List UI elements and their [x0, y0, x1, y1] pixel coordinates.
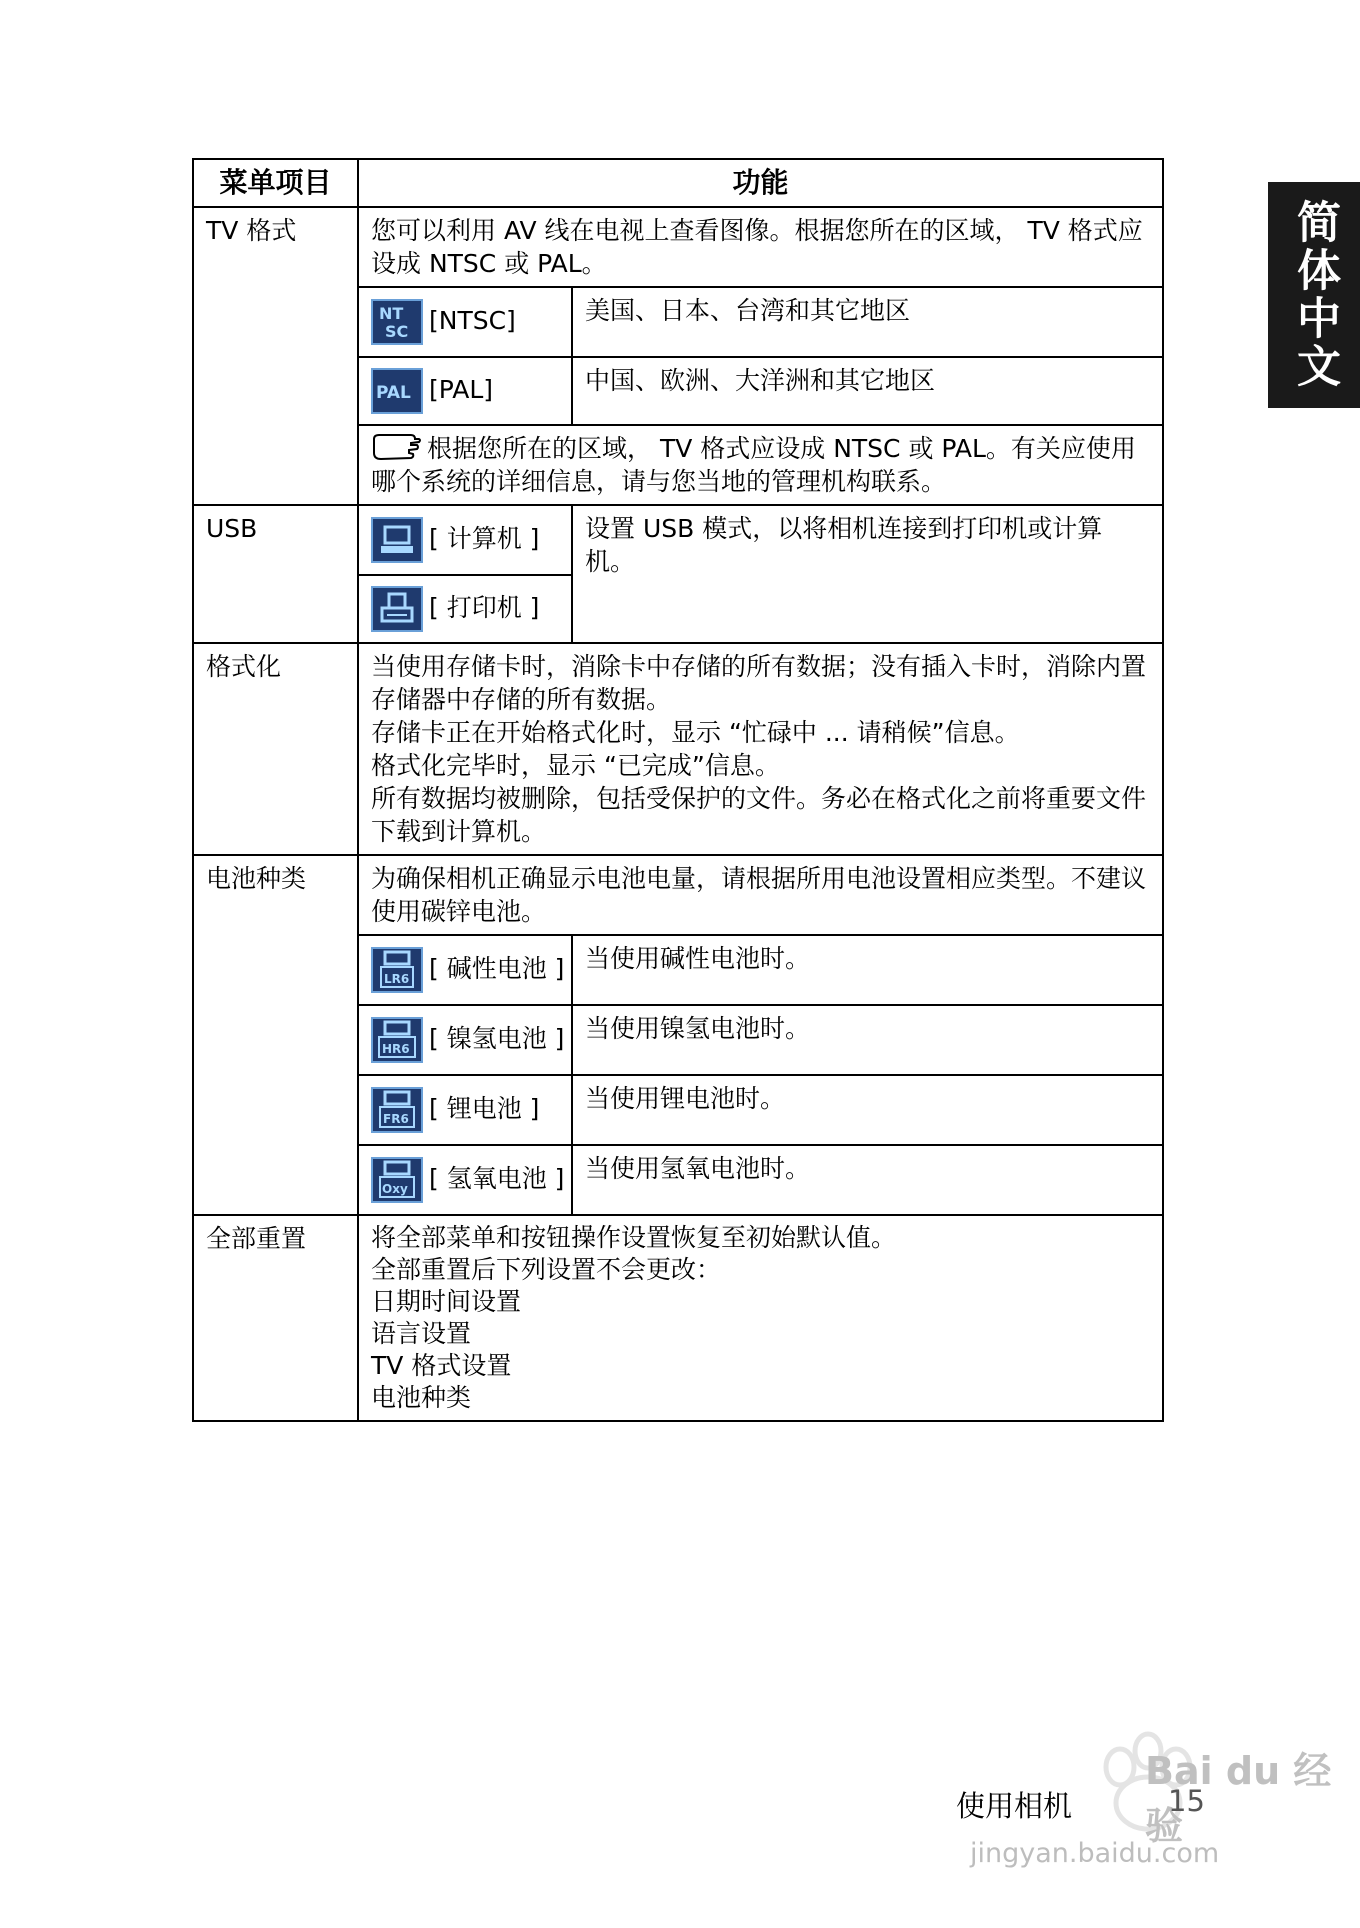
tv-option-pal	[358, 357, 572, 425]
tv-note-text: 根据您所在的区域， TV 格式应设成 NTSC 或 PAL。有关应使用哪个系统的详细信息，请与您当地的管理机构联系。	[371, 434, 1136, 496]
oxy-battery-icon	[371, 1157, 423, 1203]
usb-option-printer	[358, 575, 572, 643]
footer-section-label: 使用相机	[956, 1789, 1073, 1823]
format-line-3: 格式化完毕时，显示 “已完成”信息。	[371, 751, 780, 780]
svg-text:NT: NT	[379, 304, 404, 323]
nimh-description: 当使用镍氢电池时。	[572, 1005, 1163, 1075]
fr6-battery-icon	[371, 1087, 423, 1133]
printer-icon	[371, 586, 423, 632]
pal-icon	[371, 368, 423, 414]
table-row	[193, 855, 1163, 935]
ntsc-icon	[371, 299, 423, 345]
item-battery-type: 电池种类	[193, 855, 358, 1215]
reset-line-6: 电池种类	[371, 1383, 472, 1412]
svg-text:LR6: LR6	[384, 972, 410, 986]
table-row	[193, 207, 1163, 287]
language-side-tab	[1268, 182, 1360, 408]
format-description	[358, 643, 1163, 855]
lithium-description: 当使用锂电池时。	[572, 1075, 1163, 1145]
ntsc-label: [NTSC]	[429, 306, 516, 335]
format-line-1: 当使用存储卡时，消除卡中存储的所有数据；没有插入卡时，消除内置存储器中存储的所有数据。	[371, 652, 1147, 714]
page-number: 15	[1168, 1784, 1205, 1818]
item-reset-all: 全部重置	[193, 1215, 358, 1421]
menu-function-table	[192, 158, 1164, 1422]
table-row	[193, 505, 1163, 575]
svg-text:FR6: FR6	[383, 1112, 409, 1126]
computer-label: [ 计算机 ]	[429, 524, 540, 553]
table-row	[193, 643, 1163, 855]
header-menu-item: 菜单项目	[193, 159, 358, 207]
hr6-battery-icon	[371, 1017, 423, 1063]
battery-description: 为确保相机正确显示电池电量，请根据所用电池设置相应类型。不建议使用碳锌电池。	[358, 855, 1163, 935]
svg-text:SC: SC	[385, 322, 409, 341]
computer-icon	[371, 517, 423, 563]
watermark-brand: Bai du 经验	[1145, 1749, 1332, 1848]
reset-line-4: 语言设置	[371, 1319, 472, 1348]
item-format: 格式化	[193, 643, 358, 855]
battery-option-oxy	[358, 1145, 572, 1215]
oxy-label: [ 氢氧电池 ]	[429, 1164, 565, 1193]
pointing-hand-icon	[371, 433, 423, 461]
alkaline-description: 当使用碱性电池时。	[572, 935, 1163, 1005]
usb-option-computer	[358, 505, 572, 575]
item-tv-format: TV 格式	[193, 207, 358, 505]
format-line-2: 存储卡正在开始格式化时，显示 “忙碌中 ... 请稍候”信息。	[371, 718, 1020, 747]
alkaline-label: [ 碱性电池 ]	[429, 954, 565, 983]
lr6-battery-icon	[371, 947, 423, 993]
side-tab-label: 简体中文	[1289, 199, 1340, 391]
tv-format-note	[358, 425, 1163, 505]
watermark-url: jingyan.baidu.com	[970, 1838, 1220, 1869]
tv-format-description: 您可以利用 AV 线在电视上查看图像。根据您所在的区域， TV 格式应设成 NTSC 或 PAL。	[358, 207, 1163, 287]
oxy-description: 当使用氢氧电池时。	[572, 1145, 1163, 1215]
svg-text:Oxy: Oxy	[382, 1182, 408, 1196]
reset-line-5: TV 格式设置	[371, 1351, 512, 1380]
header-function: 功能	[358, 159, 1163, 207]
lithium-label: [ 锂电池 ]	[429, 1094, 540, 1123]
format-line-4: 所有数据均被删除，包括受保护的文件。务必在格式化之前将重要文件下载到计算机。	[371, 784, 1147, 846]
battery-option-lithium	[358, 1075, 572, 1145]
tv-option-ntsc	[358, 287, 572, 357]
reset-line-3: 日期时间设置	[371, 1287, 522, 1316]
svg-text:HR6: HR6	[382, 1042, 410, 1056]
printer-label: [ 打印机 ]	[429, 593, 540, 622]
reset-line-1: 将全部菜单和按钮操作设置恢复至初始默认值。	[371, 1223, 897, 1252]
svg-text:PAL: PAL	[376, 383, 411, 403]
battery-option-alkaline	[358, 935, 572, 1005]
item-usb: USB	[193, 505, 358, 643]
table-row	[193, 1215, 1163, 1421]
ntsc-description: 美国、日本、台湾和其它地区	[572, 287, 1163, 357]
usb-description: 设置 USB 模式，以将相机连接到打印机或计算机。	[572, 505, 1163, 643]
nimh-label: [ 镍氢电池 ]	[429, 1024, 565, 1053]
pal-label: [PAL]	[429, 375, 494, 404]
table-header-row	[193, 159, 1163, 207]
reset-line-2: 全部重置后下列设置不会更改：	[371, 1255, 722, 1284]
pal-description: 中国、欧洲、大洋洲和其它地区	[572, 357, 1163, 425]
reset-description	[358, 1215, 1163, 1421]
battery-option-nimh	[358, 1005, 572, 1075]
